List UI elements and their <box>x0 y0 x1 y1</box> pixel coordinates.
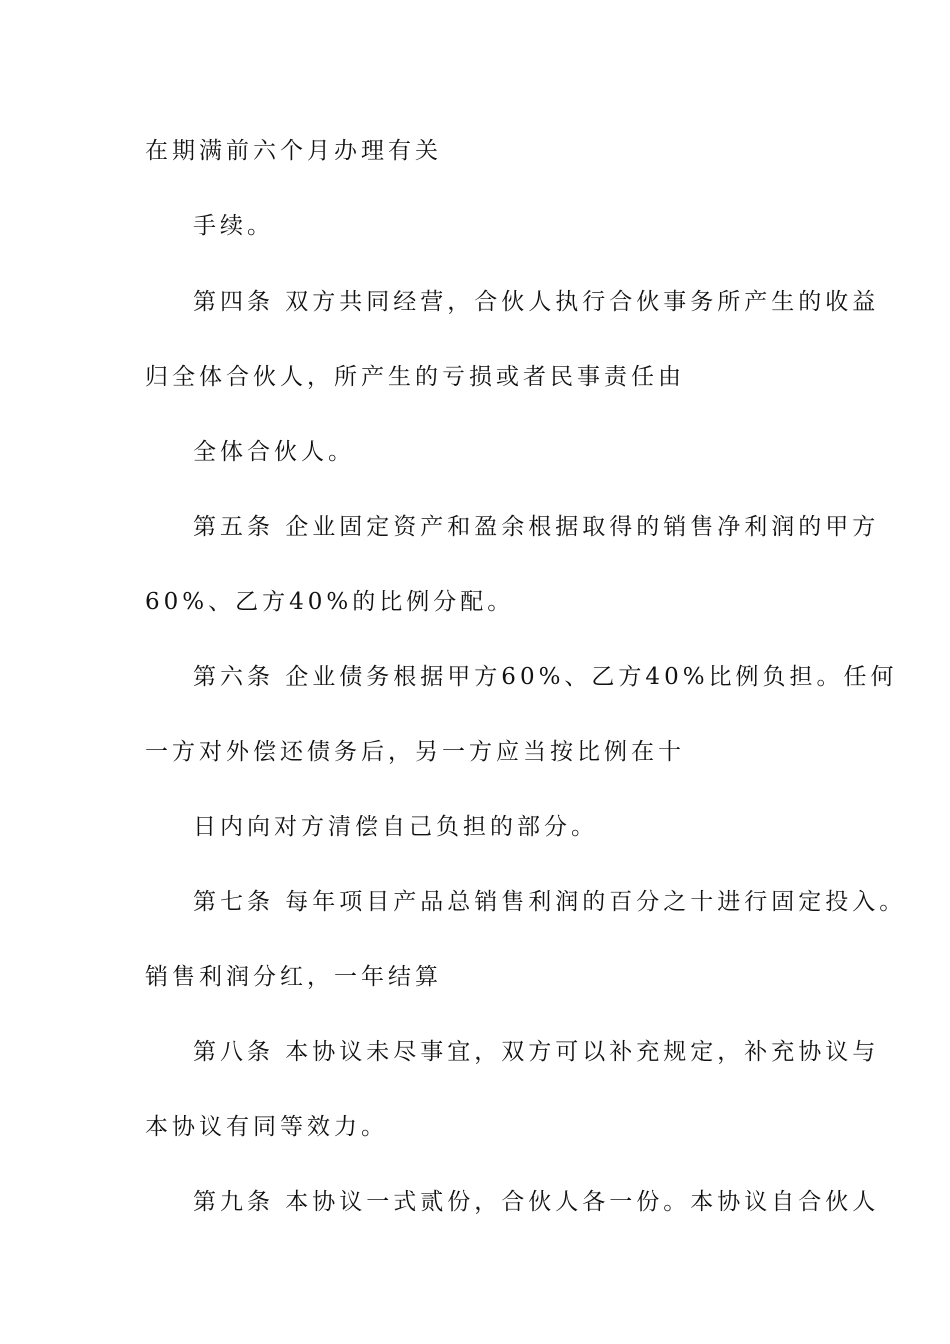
text-line-2: 手续。 <box>193 213 274 239</box>
article-8-line-1: 第八条 本协议未尽事宜，双方可以补充规定，补充协议与 <box>193 1039 880 1065</box>
article-4-line-3: 全体合伙人。 <box>193 439 355 465</box>
article-9-line-1: 第九条 本协议一式贰份，合伙人各一份。本协议自合伙人 <box>193 1189 880 1215</box>
article-6-line-3: 日内向对方清偿自己负担的部分。 <box>193 814 598 840</box>
article-7-line-2: 销售利润分红，一年结算 <box>145 964 442 990</box>
article-6-line-1: 第六条 企业债务根据甲方60%、乙方40%比例负担。任何 <box>193 664 898 690</box>
article-5-line-2: 60%、乙方40%的比例分配。 <box>145 589 515 615</box>
article-6-line-2: 一方对外偿还债务后，另一方应当按比例在十 <box>145 739 685 765</box>
text-line-1: 在期满前六个月办理有关 <box>145 138 442 164</box>
article-7-line-1: 第七条 每年项目产品总销售利润的百分之十进行固定投入。 <box>193 889 907 915</box>
article-5-line-1: 第五条 企业固定资产和盈余根据取得的销售净利润的甲方 <box>193 514 880 540</box>
article-4-line-2: 归全体合伙人，所产生的亏损或者民事责任由 <box>145 364 685 390</box>
article-4-line-1: 第四条 双方共同经营，合伙人执行合伙事务所产生的收益 <box>193 289 880 315</box>
article-8-line-2: 本协议有同等效力。 <box>145 1114 388 1140</box>
